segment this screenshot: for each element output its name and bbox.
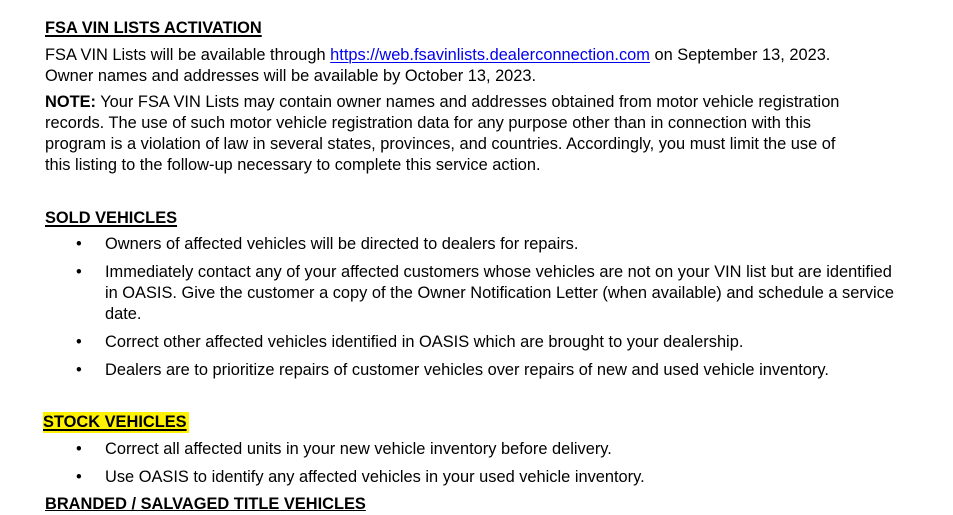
bullet-icon: • — [76, 235, 82, 253]
section-heading-branded-salvaged-title-vehicles: BRANDED / SALVAGED TITLE VEHICLES — [45, 495, 366, 513]
activation-text-after-link: on September 13, 2023. Owner names and addresses will be available by October 13, 2023. — [45, 46, 831, 85]
stock-vehicles-list — [45, 439, 905, 488]
note-label: NOTE: — [45, 93, 96, 111]
section-heading-sold-vehicles: SOLD VEHICLES — [45, 209, 178, 227]
bullet-icon: • — [76, 333, 82, 351]
list-item — [45, 360, 905, 381]
section-heading-fsa-vin-lists-activation: FSA VIN LISTS ACTIVATION — [45, 19, 262, 37]
list-item — [45, 467, 905, 488]
list-item — [45, 262, 905, 325]
activation-text-before-link: FSA VIN Lists will be available through — [45, 46, 331, 64]
note-text: Your FSA VIN Lists may contain owner names and addresses obtained from motor vehicle registration records. The use of such motor vehicle registration data for any purpose other than in connection with this program is a violation of law in several states, provinces, and countries. Accordingly, you must limit the use of this listing to the follow-up necessary to complete this service action. — [45, 93, 840, 174]
list-item-text: Owners of affected vehicles will be directed to dealers for repairs. — [105, 235, 579, 253]
bullet-icon: • — [76, 440, 82, 458]
bullet-icon: • — [76, 468, 82, 486]
section-heading-stock-vehicles: STOCK VEHICLES — [43, 413, 187, 431]
list-item-text: Correct other affected vehicles identified in OASIS which are brought to your dealership. — [105, 333, 744, 351]
list-item-text: Dealers are to prioritize repairs of customer vehicles over repairs of new and used vehicle inventory. — [105, 361, 829, 379]
bullet-icon: • — [76, 263, 82, 281]
list-item-text: Use OASIS to identify any affected vehicles in your used vehicle inventory. — [105, 468, 645, 486]
list-item — [45, 332, 905, 353]
list-item — [45, 439, 905, 460]
list-item-text: Immediately contact any of your affected customers whose vehicles are not on your VIN list but are identified in OASIS. Give the customer a copy of the Owner Notification Letter (when available) and schedule a service date. — [105, 263, 894, 323]
list-item-text: Correct all affected units in your new vehicle inventory before delivery. — [105, 440, 612, 458]
note-paragraph — [45, 92, 845, 176]
activation-paragraph — [45, 45, 865, 87]
sold-vehicles-list — [45, 234, 905, 381]
fsa-vin-lists-link[interactable]: https://web.fsavinlists.dealerconnection.com — [330, 46, 650, 64]
bullet-icon: • — [76, 361, 82, 379]
list-item — [45, 234, 905, 255]
